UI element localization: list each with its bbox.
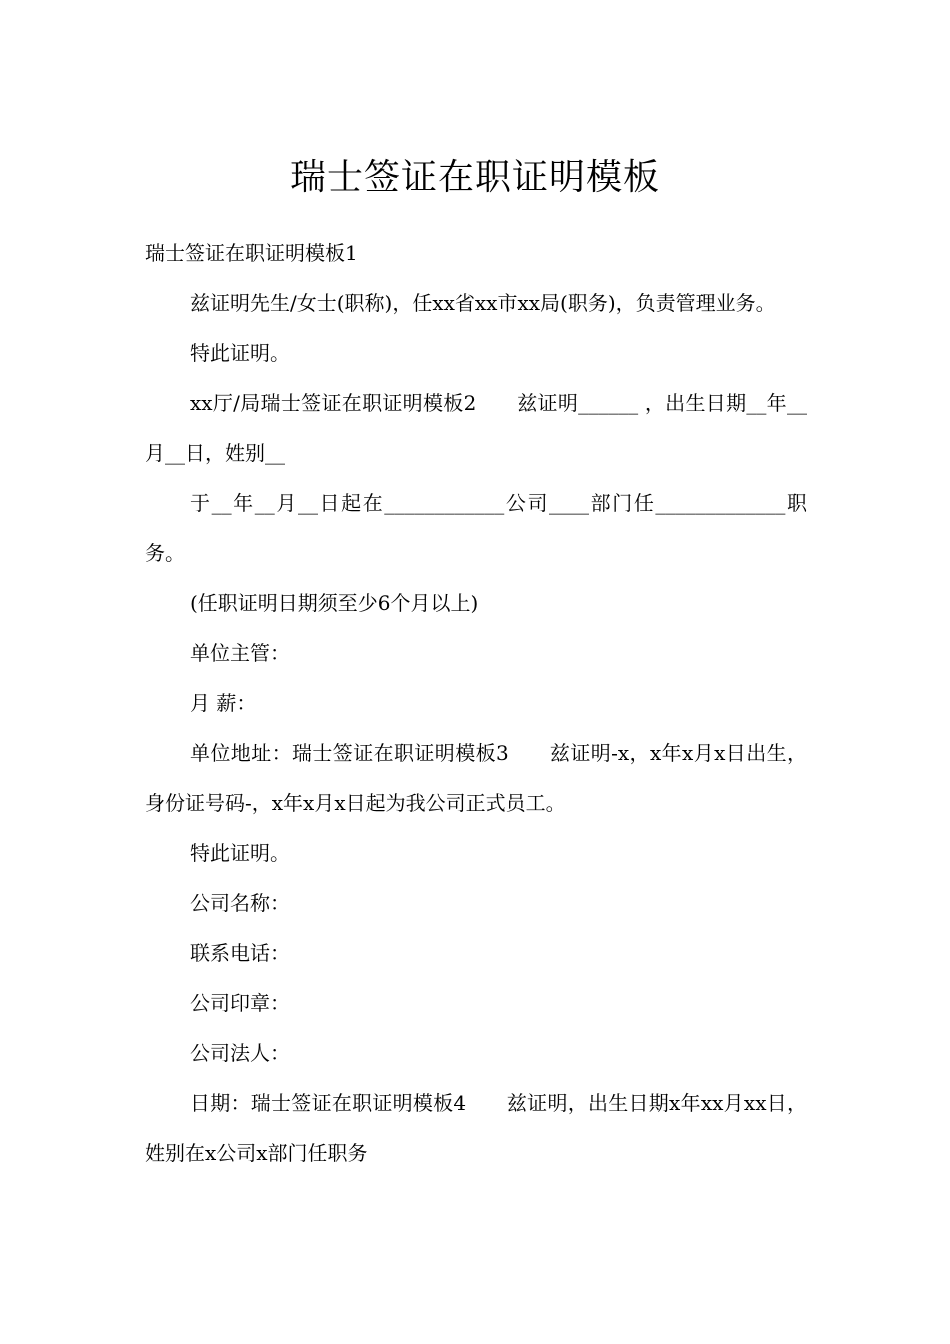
- paragraph-duration-note: (任职证明日期须至少6个月以上): [190, 591, 479, 615]
- paragraph-template-3: 单位地址：瑞士签证在职证明模板3 兹证明-x，x年x月x日出生，身份证号码-，x年x月x日起为我公司正式员工。: [145, 741, 807, 815]
- field-legal-representative: 公司法人：: [190, 1041, 290, 1065]
- field-company-name: 公司名称：: [190, 891, 290, 915]
- paragraph-employment-since: 于__年__月__日起在____________公司____部门任_____________职务。: [145, 491, 807, 565]
- document-body: [145, 228, 807, 1178]
- paragraph-hereby-certify-2: 特此证明。: [190, 841, 290, 865]
- paragraph-hereby-certify-1: 特此证明。: [190, 341, 290, 365]
- paragraph-template-4: 日期：瑞士签证在职证明模板4 兹证明，出生日期x年xx月xx日，姓别在x公司x部门任职务: [145, 1091, 807, 1165]
- document-title: 瑞士签证在职证明模板: [289, 157, 660, 199]
- field-unit-supervisor: 单位主管：: [190, 641, 290, 665]
- paragraph-template-1-heading: 瑞士签证在职证明模板1: [145, 241, 358, 265]
- field-company-seal: 公司印章：: [190, 991, 290, 1015]
- field-contact-phone: 联系电话：: [190, 941, 290, 965]
- paragraph-template-2: xx厅/局瑞士签证在职证明模板2 兹证明______ ，出生日期__年__月__日，姓别__: [145, 391, 807, 465]
- field-monthly-salary: 月 薪：: [190, 691, 257, 715]
- paragraph-certification-1: 兹证明先生/女士(职称)，任xx省xx市xx局(职务)，负责管理业务。: [190, 291, 776, 315]
